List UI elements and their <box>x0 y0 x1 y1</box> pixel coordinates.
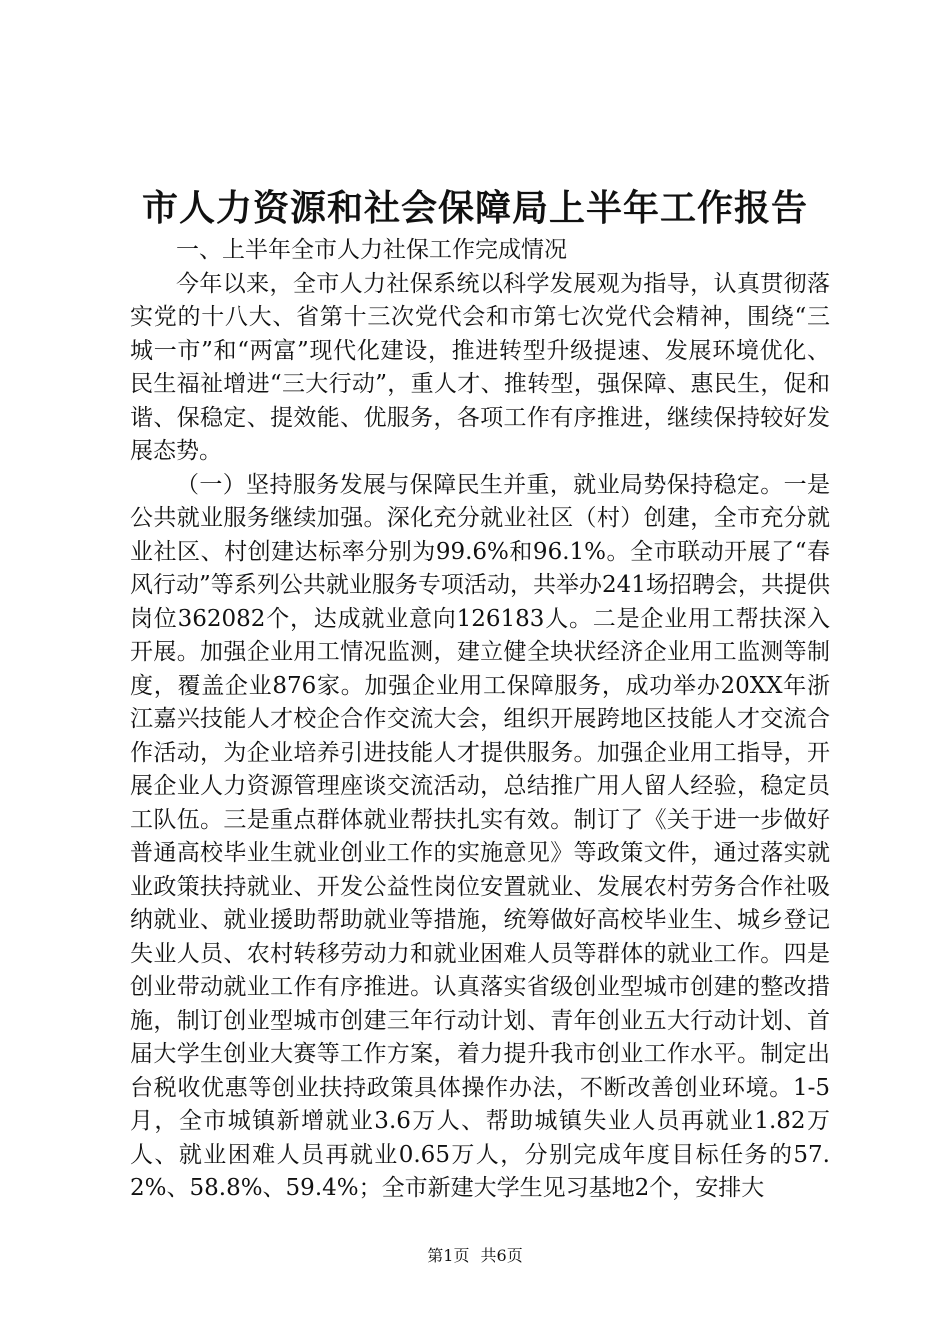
section-heading: 一、上半年全市人力社保工作完成情况 <box>176 237 567 263</box>
body-paragraph: 今年以来，全市人力社保系统以科学发展观为指导，认真贯彻落实党的十八大、省第十三次党代会和市第七次党代会精神，围绕“三城一市”和“两富”现代化建设，推进转型升级提速、发展环境优化、民生福祉增进“三大行动”，重人才、推转型，强保障、惠民生，促和谐、保稳定、提效能、优服务，各项工作有序推进，继续保持较好发展态势。 <box>130 270 830 464</box>
document-title: 市人力资源和社会保障局上半年工作报告 <box>141 187 808 229</box>
page-number: 第1页 <box>427 1246 470 1265</box>
body-paragraph: （一）坚持服务发展与保障民生并重，就业局势保持稳定。一是公共就业服务继续加强。深化充分就业社区（村）创建，全市充分就业社区、村创建达标率分别为99.6%和96.1%。全市联动开展了“春风行动”等系列公共就业服务专项活动，共举办241场招聘会，共提供岗位362082个，达成就业意向126183人。二是企业用工帮扶深入开展。加强企业用工情况监测，建立健全块状经济企业用工监测等制度，覆盖企业876家。加强企业用工保障服务，成功举办20XX年浙江嘉兴技能人才校企合作交流大会，组织开展跨地区技能人才交流合作活动，为企业培养引进技能人才提供服务。加强企业用工指导，开展企业人力资源管理座谈交流活动，总结推广用人留人经验，稳定员工队伍。三是重点群体就业帮扶扎实有效。制订了《关于进一步做好普通高校毕业生就业创业工作的实施意见》等政策文件，通过落实就业政策扶持就业、开发公益性岗位安置就业、发展农村劳务合作社吸纳就业、就业援助帮助就业等措施，统筹做好高校毕业生、城乡登记失业人员、农村转移劳动力和就业困难人员等群体的就业工作。四是创业带动就业工作有序推进。认真落实省级创业型城市创建的整改措施，制订创业型城市创建三年行动计划、青年创业五大行动计划、首届大学生创业大赛等工作方案，着力提升我市创业工作水平。制定出台税收优惠等创业扶持政策具体操作办法，不断改善创业环境。1-5月，全市城镇新增就业3.6万人、帮助城镇失业人员再就业1.82万人、就业困难人员再就业0.65万人，分别完成年度目标任务的57.2%、58.8%、59.4%；全市新建大学生见习基地2个，安排大 <box>130 471 830 1201</box>
page-total: 共6页 <box>480 1246 523 1265</box>
page-footer <box>0 1244 950 1268</box>
document-body <box>130 234 830 1206</box>
